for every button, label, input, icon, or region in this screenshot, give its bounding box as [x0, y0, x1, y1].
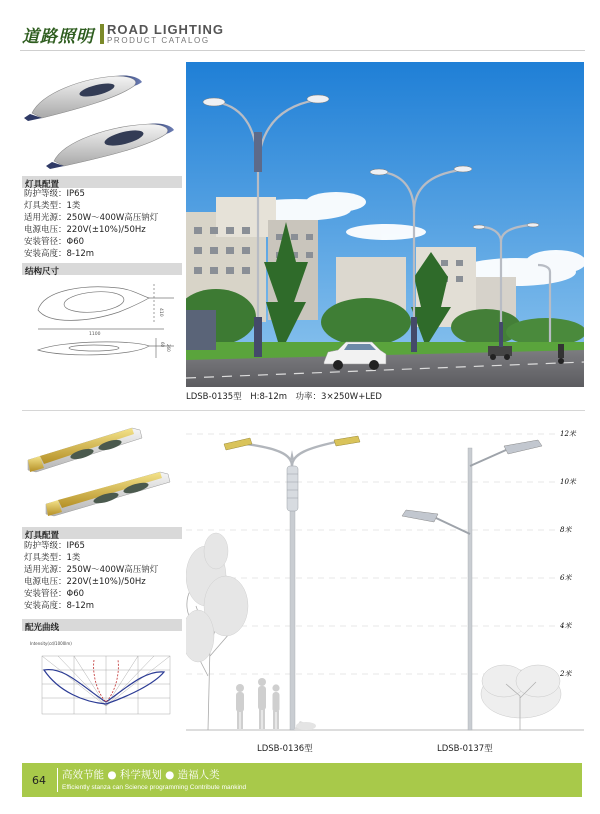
page-number: 64 — [32, 773, 46, 787]
height-label-10: 10米 — [560, 478, 576, 486]
spec-pipe-diameter: 安装管径：Φ60 — [24, 589, 85, 599]
luminaire-product-image-1 — [22, 68, 182, 173]
street-scene-photo — [186, 62, 584, 387]
section2-caption-right: LDSB-0137型 — [437, 744, 493, 754]
height-label-2: 2米 — [560, 670, 572, 678]
spec-light-source: 适用光源：250W～400W高压钠灯 — [24, 565, 159, 575]
header-divider — [20, 50, 585, 51]
spec-pipe-diameter: 安装管径：Φ60 — [24, 237, 85, 247]
section-divider — [22, 410, 585, 411]
dim-h3: 60 — [160, 342, 165, 348]
height-label-12: 12米 — [560, 430, 576, 438]
spec-install-height: 安装高度：8-12m — [24, 601, 95, 611]
light-distribution-curve — [24, 636, 182, 721]
header-title-en: ROAD LIGHTING — [107, 22, 224, 37]
footer-slogan-en: Efficiently stanza can Science programming Contribute mankind — [62, 784, 247, 791]
spec-type: 灯具类型：1类 — [24, 553, 81, 563]
height-label-8: 8米 — [560, 526, 572, 534]
height-label-6: 6米 — [560, 574, 572, 582]
spec-install-height: 安装高度：8-12m — [24, 249, 95, 259]
section2-caption-left: LDSB-0136型 — [257, 744, 313, 754]
header-subtitle-en: PRODUCT CATALOG — [107, 36, 210, 45]
spec-voltage: 电源电压：220V(±10%)/50Hz — [24, 577, 146, 587]
section2-curve-heading: 配光曲线 — [22, 619, 182, 631]
section1-config-heading: 灯具配置 — [22, 176, 182, 188]
header-accent-bar — [100, 24, 104, 44]
lamp-elevation-drawing — [186, 426, 584, 736]
spec-type: 灯具类型：1类 — [24, 201, 81, 211]
spec-protection: 防护等级：IP65 — [24, 541, 85, 551]
spec-light-source: 适用光源：250W～400W高压钠灯 — [24, 213, 159, 223]
dim-h2: 260 — [166, 344, 171, 352]
dim-length: 1100 — [89, 332, 101, 337]
footer-slogan-cn: 高效节能 ● 科学规划 ● 造福人类 — [62, 769, 220, 781]
spec-protection: 防护等级：IP65 — [24, 189, 85, 199]
luminaire-product-image-2 — [22, 420, 182, 520]
section1-model-caption: LDSB-0135型 H:8-12m 功率：3×250W+LED — [186, 392, 382, 402]
height-label-4: 4米 — [560, 622, 572, 630]
section2-spec-list — [24, 540, 158, 612]
section1-structure-heading: 结构尺寸 — [22, 263, 182, 275]
structure-dimension-drawing — [24, 280, 182, 375]
curve-title: Intensity(cd/1000lm) — [30, 641, 72, 646]
spec-voltage: 电源电压：220V(±10%)/50Hz — [24, 225, 146, 235]
section1-spec-list — [24, 188, 158, 260]
brand-chinese-title: 道路照明 — [22, 27, 94, 47]
dim-height: 410 — [158, 308, 163, 317]
footer-divider — [57, 768, 58, 792]
section2-config-heading: 灯具配置 — [22, 527, 182, 539]
